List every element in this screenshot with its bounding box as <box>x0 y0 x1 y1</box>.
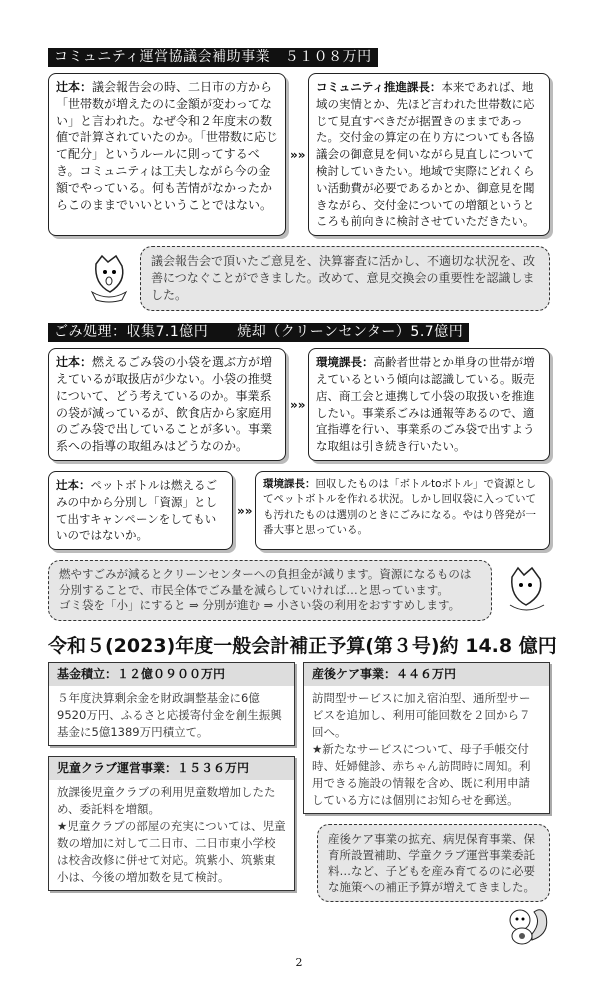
care-title: 産後ケア事業：４４６万円 <box>304 663 549 686</box>
club-box <box>48 756 295 891</box>
fund-text: ５年度決算剰余金を財政調整基金に6億9520万円、ふるさと応援寄付金を創生振興基金に5億1389万円積立て。 <box>57 690 282 739</box>
comment-line: 燃やすごみが減るとクリーンセンターへの負担金が減ります。資源になるものは分別することで、市民全体でごみ量を減らしていければ…と思っています。 <box>59 567 472 597</box>
arrow-icon: »» <box>290 147 306 162</box>
arrow-icon: »» <box>290 397 306 412</box>
comment-bubble: 議会報告会で頂いたご意見を、決算審査に活かし、不適切な状況を、改善につなぐことができました。改めて、意見交換会の重要性を認識しました。 <box>140 246 550 311</box>
mascot-icon <box>504 565 550 615</box>
club-text: 放課後児童クラブの利用児童数増加したため、委託料を増額。 <box>57 784 276 816</box>
club-text: ★児童クラブの部屋の充実については、児童数の増加に対して二日市、二日市東小学校は校舎改修に併せて対応。筑紫小、筑紫東小は、今後の増加数を見て検討。 <box>57 818 286 884</box>
question-box <box>48 471 233 550</box>
club-title: 児童クラブ運営事業：１５３６万円 <box>49 757 294 780</box>
answer-text: 回収したものは「ボトルtoボトル」で資源としてペットボトルを作れる状況。しかし回収袋に入っていても汚れたものは選別のときにごみになる。やはり啓発が一番大事と思っている。 <box>263 477 537 537</box>
question-text: 燃えるごみ袋の小袋を選ぶ方が増えているが取扱店が少ない。小袋の推奨について、どう考えているのか。事業系の袋が減っているが、飲食店から家庭用のごみ袋で出していることが多い。事業系への指導の取組みはどうなのか。 <box>56 355 273 454</box>
answer-text: 本来であれば、地域の実情とか、先ほど言われた世帯数に応じて見直すべきだが据置きのままであった。交付金の算定の在り方についても各協議会の御意見を伺いながら見直しについて検討していきたい。地域で実際にどれくらい活動費が必要であるかとか、御意見を聞きながら、交付金についての増額というところも前向きに検討させていただきたい。 <box>316 80 535 229</box>
page-number: 2 <box>295 955 303 969</box>
speaker: 辻本： <box>56 80 93 94</box>
comment-line: ゴミ袋を「小」にすると ⇒ 分別が進む ⇒ 小さい袋の利用をおすすめします。 <box>59 598 461 613</box>
page-title: 令和５(2023)年度一般会計補正予算(第３号)約 14.8 億円 <box>48 634 557 657</box>
fund-title: 基金積立：１２億０９００万円 <box>49 663 294 686</box>
speaker: 環境課長： <box>263 477 316 490</box>
comment-bubble: 産後ケア事業の拡充、病児保育事業、保育所設置補助、学童クラブ運営事業委託料…など、子どもを産み育てるのに必要な施策への補正予算が増えてきました。 <box>317 824 550 902</box>
speaker: 環境課長： <box>316 355 374 370</box>
section-header-community: コミュニティ運営協議会補助事業 ５１０８万円 <box>48 48 378 67</box>
fund-box <box>48 662 295 746</box>
squirrel-icon <box>502 904 550 946</box>
comment-bubble <box>48 560 492 621</box>
answer-text: 高齢者世帯とか単身の世帯が増えているという傾向は認識している。販売店、商工会と連携して小袋の取扱いを推進したい。事業系ごみは通報等あるので、適宜指導を行い、事業系のごみ袋で出すような取組は引き続き行いたい。 <box>316 355 535 454</box>
question-box <box>48 348 286 461</box>
mascot-icon <box>88 254 130 304</box>
answer-box <box>255 471 550 550</box>
arrow-icon: »» <box>237 503 253 518</box>
answer-box <box>308 73 550 236</box>
speaker: 辻本： <box>56 477 91 492</box>
care-text: 訪問型サービスに加え宿泊型、通所型サービスを追加し、利用可能回数を２回から７回へ。 <box>312 690 531 739</box>
question-text: ペットボトルは燃えるごみの中から分別し「資源」として出すキャンペーンをしてもいいのではないか。 <box>56 477 217 543</box>
question-box <box>48 73 286 236</box>
speaker: コミュニティ推進課長： <box>316 80 442 94</box>
question-text: 議会報告会の時、二日市の方から「世帯数が増えたのに金額が変わってない」と言われた。なぜ令和２年度末の数値で計算されていたのか。「世帯数に応じて配分」というルールに則ってするべき。コミュニティは工夫しながら今の金額でやっている。何も苦情がなかったからこのままでいいということではない。 <box>56 80 279 212</box>
care-text: ★新たなサービスについて、母子手帳交付時、妊婦健診、赤ちゃん訪問時に周知。利用できる施設の情報を含め、既に利用申請している方には個別にお知らせを郵送。 <box>312 741 531 807</box>
section-header-garbage: ごみ処理：収集7.1億円 焼却（クリーンセンター）5.7億円 <box>48 323 469 342</box>
answer-box <box>308 348 550 461</box>
speaker: 辻本： <box>56 355 93 370</box>
care-box <box>303 662 550 814</box>
